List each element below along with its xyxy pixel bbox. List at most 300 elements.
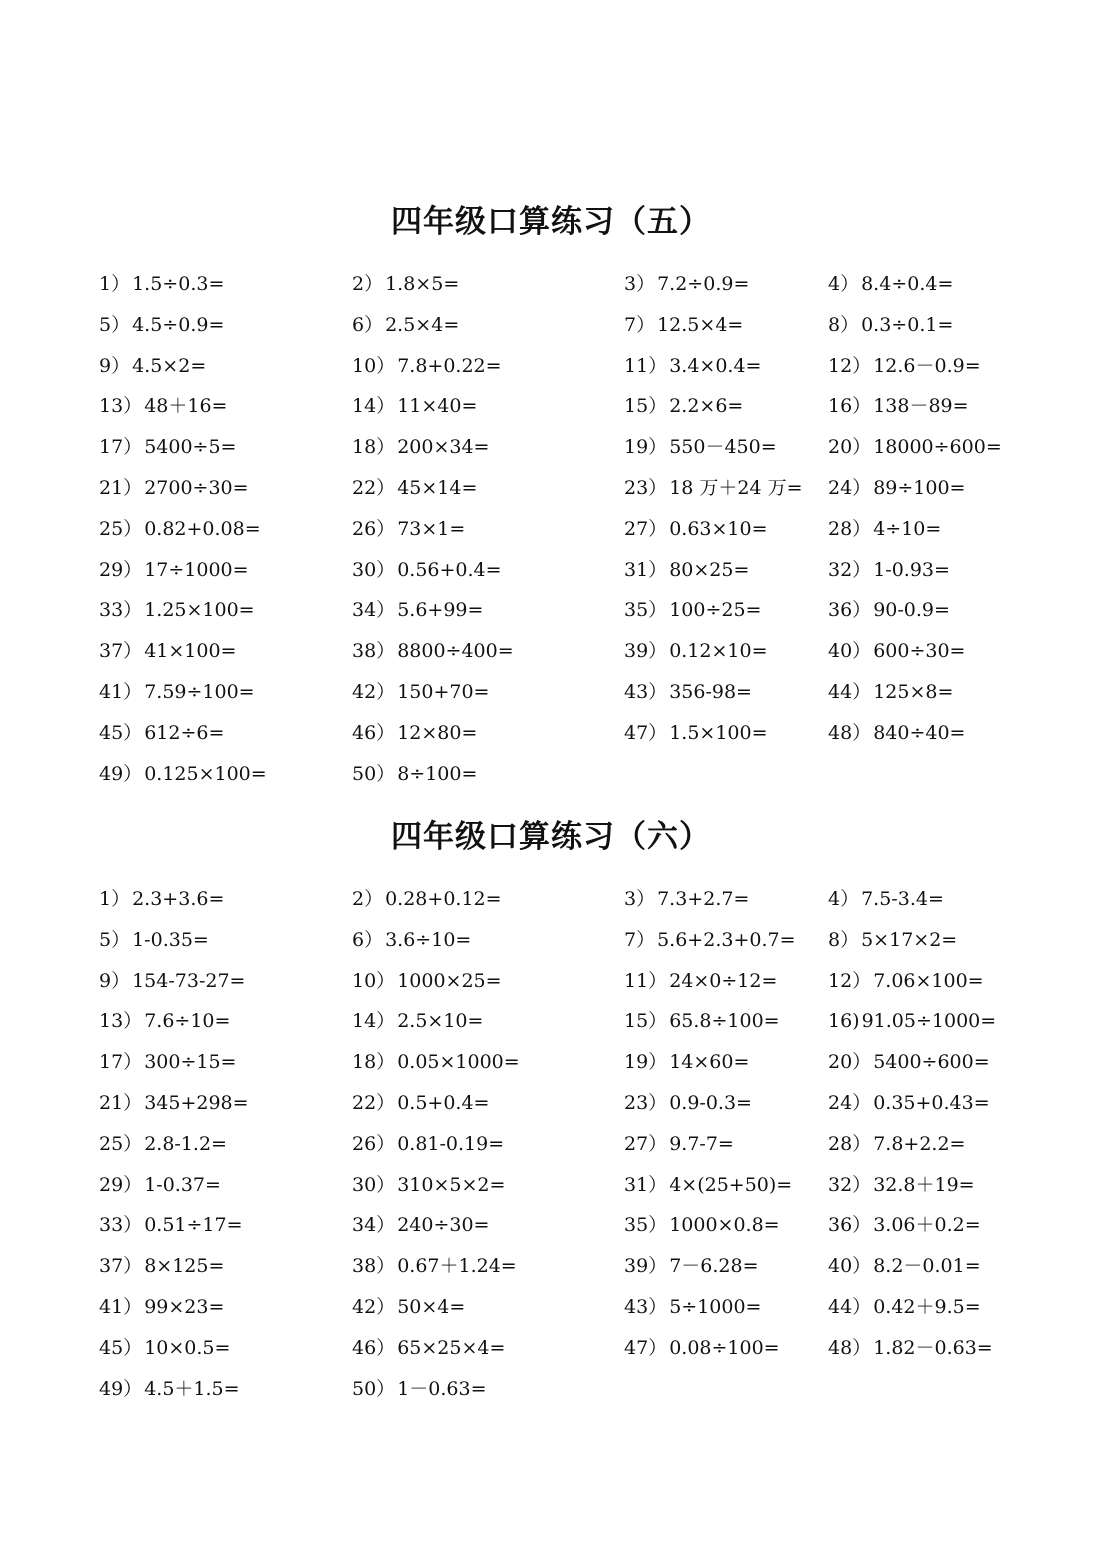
problem-row [0, 1006, 1102, 1036]
problem-number: 22） [352, 1092, 396, 1114]
problem-item [828, 718, 965, 748]
problem-item [828, 677, 953, 707]
problem-number: 2） [352, 273, 384, 295]
problem-number: 26） [352, 1133, 396, 1155]
problem-expression: 150+70= [397, 681, 490, 703]
problem-expression: 2700÷30= [144, 477, 249, 499]
problem-item [352, 966, 502, 996]
problem-number: 46） [352, 1337, 396, 1359]
problem-number: 47） [624, 1337, 668, 1359]
problem-item [624, 925, 796, 955]
problem-item [352, 925, 471, 955]
problem-expression: 1.8×5= [385, 273, 460, 295]
problem-expression: 45×14= [397, 477, 478, 499]
problem-expression: 1-0.35= [132, 929, 209, 951]
problem-expression: 18000÷600= [873, 436, 1002, 458]
problem-expression: 5400÷600= [873, 1051, 990, 1073]
problem-number: 46） [352, 722, 396, 744]
problem-expression: 0.12×10= [669, 640, 768, 662]
problem-number: 3） [624, 273, 656, 295]
problem-expression: 4.5÷0.9= [132, 314, 225, 336]
section-title: 四年级口算练习（六） [391, 819, 711, 855]
problem-expression: 356-98= [669, 681, 752, 703]
problem-expression: 3.6÷10= [385, 929, 472, 951]
problem-expression: 1－0.63= [397, 1378, 487, 1400]
problem-expression: 7.8+2.2= [873, 1133, 966, 1155]
problem-number: 47） [624, 722, 668, 744]
problem-expression: 7.2÷0.9= [657, 273, 750, 295]
problem-number: 30） [352, 1174, 396, 1196]
problem-expression: 1.82－0.63= [873, 1337, 993, 1359]
problem-item [624, 391, 743, 421]
problem-expression: 48＋16= [144, 395, 228, 417]
problem-expression: 80×25= [669, 559, 750, 581]
problem-row [0, 595, 1102, 625]
problem-number: 18） [352, 436, 396, 458]
problem-number: 18） [352, 1051, 396, 1073]
problem-expression: 600÷30= [873, 640, 966, 662]
problem-row [0, 514, 1102, 544]
problem-item [352, 677, 489, 707]
problem-number: 10） [352, 970, 396, 992]
problem-number: 38） [352, 640, 396, 662]
problem-item [352, 310, 459, 340]
problem-item [828, 514, 941, 544]
problem-number: 45） [99, 722, 143, 744]
problem-expression: 1.5÷0.3= [132, 273, 225, 295]
problem-expression: 89÷100= [873, 477, 966, 499]
problem-item [99, 432, 236, 462]
problem-expression: 310×5×2= [397, 1174, 506, 1196]
problem-number: 50） [352, 763, 396, 785]
problem-item [624, 595, 761, 625]
problem-expression: 2.3+3.6= [132, 888, 225, 910]
problem-number: 43） [624, 681, 668, 703]
problem-row [0, 925, 1102, 955]
problem-item [99, 473, 249, 503]
problem-number: 17） [99, 1051, 143, 1073]
problem-number: 23） [624, 1092, 668, 1114]
problem-expression: 4.5×2= [132, 355, 207, 377]
problem-number: 32） [828, 1174, 872, 1196]
problem-item [624, 1006, 780, 1036]
problem-expression: 7－6.28= [669, 1255, 759, 1277]
problem-expression: 12.5×4= [657, 314, 744, 336]
problem-item [99, 1047, 236, 1077]
problem-item [352, 1292, 465, 1322]
problem-item [828, 310, 953, 340]
problem-row [0, 884, 1102, 914]
problem-item [624, 1170, 792, 1200]
problem-item [352, 1374, 487, 1404]
problem-number: 11） [624, 355, 668, 377]
problem-expression: 0.63×10= [669, 518, 768, 540]
problem-number: 13） [99, 395, 143, 417]
problem-expression: 5.6+99= [397, 599, 484, 621]
problem-expression: 99×23= [144, 1296, 225, 1318]
problem-number: 11） [624, 970, 668, 992]
problem-row [0, 1210, 1102, 1240]
problem-expression: 300÷15= [144, 1051, 237, 1073]
problem-number: 7） [624, 929, 656, 951]
problem-expression: 0.35+0.43= [873, 1092, 990, 1114]
problem-expression: 4×(25+50)= [669, 1174, 793, 1196]
problem-number: 50） [352, 1378, 396, 1400]
problem-expression: 5.6+2.3+0.7= [657, 929, 796, 951]
problem-number: 10） [352, 355, 396, 377]
problem-number: 35） [624, 599, 668, 621]
problem-number: 21） [99, 477, 143, 499]
problem-expression: 138－89= [873, 395, 969, 417]
problem-number: 30） [352, 559, 396, 581]
problem-number: 28） [828, 1133, 872, 1155]
problem-item [828, 595, 950, 625]
problem-number: 3） [624, 888, 656, 910]
problem-item [828, 884, 944, 914]
problem-expression: 8.2－0.01= [873, 1255, 981, 1277]
problem-expression: 0.82+0.08= [144, 518, 261, 540]
problem-item [828, 1047, 990, 1077]
problem-number: 9） [99, 970, 131, 992]
problem-number: 1） [99, 273, 131, 295]
problem-number: 20） [828, 1051, 872, 1073]
problem-number: 19） [624, 1051, 668, 1073]
problem-expression: 0.67＋1.24= [397, 1255, 517, 1277]
problem-expression: 2.8-1.2= [144, 1133, 227, 1155]
problem-number: 9） [99, 355, 131, 377]
problem-expression: 7.6÷10= [144, 1010, 231, 1032]
problem-expression: 7.59÷100= [144, 681, 255, 703]
problem-item [624, 884, 749, 914]
problem-row [0, 636, 1102, 666]
problem-number: 34） [352, 1214, 396, 1236]
problem-item [352, 514, 465, 544]
problem-number: 37） [99, 640, 143, 662]
problem-expression: 32.8＋19= [873, 1174, 975, 1196]
problem-number: 19） [624, 436, 668, 458]
problem-number: 16） [828, 395, 872, 417]
problem-row [0, 1047, 1102, 1077]
problem-row [0, 1088, 1102, 1118]
problem-item [624, 432, 777, 462]
problem-row [0, 269, 1102, 299]
problem-number: 6） [352, 314, 384, 336]
problem-expression: 1-0.37= [144, 1174, 221, 1196]
problem-item [99, 884, 224, 914]
problem-expression: 1.5×100= [669, 722, 768, 744]
problem-expression: 17÷1000= [144, 559, 249, 581]
problem-item [99, 555, 249, 585]
problem-item [828, 473, 965, 503]
problem-expression: 7.3+2.7= [657, 888, 750, 910]
problem-number: 40） [828, 640, 872, 662]
problem-expression: 4÷10= [873, 518, 942, 540]
problem-item [99, 595, 255, 625]
problem-number: 39） [624, 1255, 668, 1277]
problem-row [0, 432, 1102, 462]
problem-expression: 1000×25= [397, 970, 502, 992]
problem-item [624, 1210, 780, 1240]
problem-number: 45） [99, 1337, 143, 1359]
problem-number: 22） [352, 477, 396, 499]
problem-item [624, 514, 768, 544]
problem-expression: 1000×0.8= [669, 1214, 780, 1236]
problem-item [828, 1088, 990, 1118]
problem-number: 29） [99, 559, 143, 581]
problem-number: 21） [99, 1092, 143, 1114]
problem-number: 24） [828, 1092, 872, 1114]
problem-number: 33） [99, 1214, 143, 1236]
problem-number: 8） [828, 929, 860, 951]
problem-item [624, 966, 777, 996]
problem-row [0, 555, 1102, 585]
problem-expression: 345+298= [144, 1092, 249, 1114]
problem-number: 24） [828, 477, 872, 499]
problem-expression: 0.125×100= [144, 763, 267, 785]
problem-number: 15） [624, 395, 668, 417]
problem-item [352, 1047, 520, 1077]
problem-item [624, 1129, 734, 1159]
problem-row [0, 310, 1102, 340]
problem-number: 20） [828, 436, 872, 458]
problem-item [99, 636, 236, 666]
problem-item [828, 391, 969, 421]
problem-item [352, 884, 502, 914]
problem-item [828, 1006, 996, 1036]
problem-expression: 0.42＋9.5= [873, 1296, 981, 1318]
problem-number: 27） [624, 518, 668, 540]
problem-row [0, 1251, 1102, 1281]
problem-number: 31） [624, 559, 668, 581]
problem-item [624, 555, 749, 585]
problem-item [352, 1088, 489, 1118]
problem-number: 25） [99, 518, 143, 540]
problem-number: 16) [828, 1010, 860, 1032]
problem-number: 25） [99, 1133, 143, 1155]
problem-item [828, 925, 957, 955]
problem-expression: 3.4×0.4= [669, 355, 762, 377]
problem-expression: 0.3÷0.1= [861, 314, 954, 336]
problem-number: 36） [828, 1214, 872, 1236]
problem-item [828, 1251, 981, 1281]
problem-row [0, 759, 1102, 789]
problem-number: 6） [352, 929, 384, 951]
problem-item [99, 1210, 243, 1240]
problem-expression: 8÷100= [397, 763, 478, 785]
problem-expression: 2.2×6= [669, 395, 744, 417]
problem-expression: 840÷40= [873, 722, 966, 744]
problem-expression: 0.56+0.4= [397, 559, 502, 581]
problem-item [624, 718, 768, 748]
problem-expression: 100÷25= [669, 599, 762, 621]
problem-number: 48） [828, 1337, 872, 1359]
problem-number: 34） [352, 599, 396, 621]
problem-item [352, 718, 477, 748]
problem-expression: 0.51÷17= [144, 1214, 243, 1236]
problem-row [0, 351, 1102, 381]
problem-item [828, 1170, 975, 1200]
problem-item [624, 351, 761, 381]
problem-number: 17） [99, 436, 143, 458]
problem-expression: 154-73-27= [132, 970, 246, 992]
problem-number: 5） [99, 929, 131, 951]
problem-item [828, 1292, 981, 1322]
problem-row [0, 718, 1102, 748]
problem-expression: 550－450= [669, 436, 777, 458]
problem-expression: 3.06＋0.2= [873, 1214, 981, 1236]
problem-row [0, 1333, 1102, 1363]
problem-number: 28） [828, 518, 872, 540]
problem-item [99, 1251, 224, 1281]
problem-expression: 73×1= [397, 518, 466, 540]
problem-expression: 125×8= [873, 681, 954, 703]
problem-item [99, 1088, 249, 1118]
problem-item [352, 473, 477, 503]
problem-item [828, 636, 965, 666]
problem-expression: 50×4= [397, 1296, 466, 1318]
problem-expression: 11×40= [397, 395, 478, 417]
problem-number: 38） [352, 1255, 396, 1277]
problem-expression: 91.05÷1000= [861, 1010, 997, 1032]
problem-row [0, 391, 1102, 421]
problem-row [0, 966, 1102, 996]
problem-item [624, 1292, 761, 1322]
problem-expression: 4.5＋1.5= [144, 1378, 240, 1400]
problem-row [0, 473, 1102, 503]
problem-expression: 1-0.93= [873, 559, 950, 581]
problem-item [624, 269, 749, 299]
problem-item [624, 1251, 759, 1281]
problem-number: 42） [352, 1296, 396, 1318]
problem-number: 49） [99, 763, 143, 785]
problem-item [624, 310, 743, 340]
problem-expression: 24×0÷12= [669, 970, 778, 992]
problem-expression: 5÷1000= [669, 1296, 762, 1318]
problem-row [0, 1170, 1102, 1200]
problem-number: 42） [352, 681, 396, 703]
problem-expression: 9.7-7= [669, 1133, 734, 1155]
problem-expression: 18 万＋24 万= [669, 477, 803, 499]
problem-item [828, 966, 984, 996]
problem-number: 36） [828, 599, 872, 621]
problem-number: 23） [624, 477, 668, 499]
problem-expression: 7.06×100= [873, 970, 984, 992]
problem-item [828, 1129, 965, 1159]
problem-expression: 8800÷400= [397, 640, 514, 662]
problem-item [99, 1374, 240, 1404]
problem-expression: 240÷30= [397, 1214, 490, 1236]
problem-item [352, 351, 502, 381]
section-title: 四年级口算练习（五） [391, 204, 711, 240]
problem-item [352, 555, 502, 585]
problem-item [99, 351, 206, 381]
problem-item [352, 1170, 505, 1200]
problem-expression: 8.4÷0.4= [861, 273, 954, 295]
problem-number: 1） [99, 888, 131, 910]
problem-row [0, 1292, 1102, 1322]
problem-number: 4） [828, 888, 860, 910]
problem-number: 43） [624, 1296, 668, 1318]
problem-number: 40） [828, 1255, 872, 1277]
problem-item [99, 1292, 224, 1322]
problem-number: 44） [828, 681, 872, 703]
problem-expression: 0.28+0.12= [385, 888, 502, 910]
problem-item [99, 677, 255, 707]
problem-number: 4） [828, 273, 860, 295]
problem-expression: 7.8+0.22= [397, 355, 502, 377]
problem-item [828, 432, 1002, 462]
problem-item [99, 1333, 230, 1363]
problem-item [352, 1129, 504, 1159]
problem-expression: 5400÷5= [144, 436, 237, 458]
problem-item [624, 1047, 749, 1077]
problem-item [624, 473, 803, 503]
problem-expression: 0.9-0.3= [669, 1092, 752, 1114]
problem-item [99, 514, 261, 544]
problem-number: 32） [828, 559, 872, 581]
problem-number: 2） [352, 888, 384, 910]
problem-expression: 12×80= [397, 722, 478, 744]
problem-number: 33） [99, 599, 143, 621]
problem-expression: 0.08÷100= [669, 1337, 780, 1359]
problem-item [828, 269, 953, 299]
problem-expression: 65.8÷100= [669, 1010, 780, 1032]
problem-number: 39） [624, 640, 668, 662]
problem-expression: 0.05×1000= [397, 1051, 520, 1073]
problem-item [828, 1210, 981, 1240]
problem-item [99, 1170, 221, 1200]
problem-item [352, 1251, 517, 1281]
problem-expression: 0.81-0.19= [397, 1133, 505, 1155]
problem-number: 12） [828, 970, 872, 992]
problem-number: 35） [624, 1214, 668, 1236]
problem-expression: 5×17×2= [861, 929, 958, 951]
problem-item [99, 269, 224, 299]
problem-number: 8） [828, 314, 860, 336]
problem-number: 41） [99, 681, 143, 703]
problem-item [624, 677, 752, 707]
problem-number: 14） [352, 395, 396, 417]
problem-item [828, 351, 981, 381]
problem-item [624, 1088, 752, 1118]
problem-number: 26） [352, 518, 396, 540]
problem-number: 27） [624, 1133, 668, 1155]
problem-item [352, 432, 489, 462]
problem-item [352, 595, 483, 625]
problem-number: 44） [828, 1296, 872, 1318]
problem-expression: 12.6－0.9= [873, 355, 981, 377]
problem-item [99, 310, 224, 340]
problem-item [352, 269, 459, 299]
problem-expression: 41×100= [144, 640, 237, 662]
problem-expression: 612÷6= [144, 722, 225, 744]
problem-expression: 1.25×100= [144, 599, 255, 621]
problem-item [99, 1006, 230, 1036]
problem-item [828, 555, 950, 585]
problem-item [99, 759, 267, 789]
problem-item [99, 718, 224, 748]
problem-expression: 65×25×4= [397, 1337, 506, 1359]
problem-expression: 14×60= [669, 1051, 750, 1073]
problem-item [352, 1006, 483, 1036]
problem-expression: 200×34= [397, 436, 490, 458]
problem-number: 29） [99, 1174, 143, 1196]
problem-expression: 7.5-3.4= [861, 888, 944, 910]
problem-item [352, 1210, 489, 1240]
problem-number: 49） [99, 1378, 143, 1400]
problem-item [624, 636, 768, 666]
problem-item [99, 966, 245, 996]
